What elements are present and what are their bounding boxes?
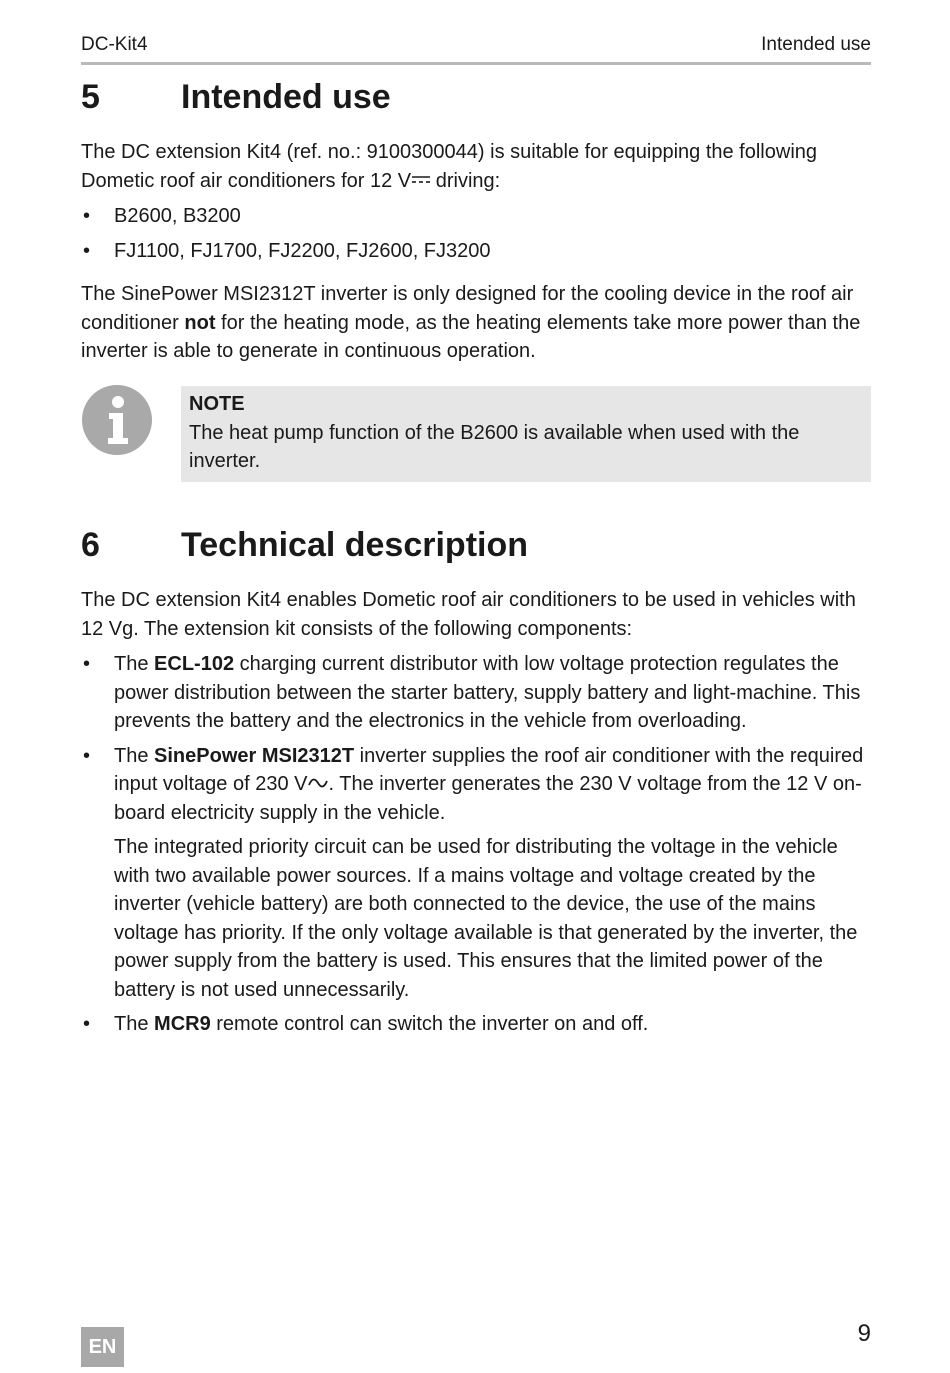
list-item-text: The <box>114 1013 155 1035</box>
list-item-text: FJ1100, FJ1700, FJ2200, FJ2600, FJ3200 <box>114 239 491 262</box>
emphasis-not: not <box>184 311 216 334</box>
list-item-text: inverter supplies the roof air conditioner with the required input voltage of 230 V <box>114 744 864 795</box>
list-item <box>81 237 871 266</box>
list-item-text: The <box>114 653 155 675</box>
header-product-name: DC-Kit4 <box>81 34 148 55</box>
section-6-intro: The DC extension Kit4 enables Dometic roof air conditioners to be used in vehicles with 12 Vg. The extension kit consists of the following components: <box>81 589 856 640</box>
section-5-number: 5 <box>81 78 100 116</box>
list-item-text: B2600, B3200 <box>114 205 241 227</box>
manual-page <box>81 0 871 1373</box>
list-item-ecl-102 <box>81 650 871 736</box>
paragraph-text: for the heating mode, as the heating elements take more power than the inverter is able to generate in continuous operation. <box>81 311 861 362</box>
section-6-title: Technical description <box>181 526 529 564</box>
list-item-mcr9 <box>81 1010 871 1039</box>
intro-text-end: driving: <box>430 169 501 192</box>
list-item-text: charging current distributor with low voltage protection regulates the power distribution between the starter battery, supply battery and light-machine. This prevents the battery and the electronics in the vehicle from overloading. <box>114 653 861 732</box>
section-5-intro <box>81 138 871 195</box>
running-header <box>81 32 871 65</box>
bullet-icon: • <box>83 653 91 675</box>
component-list <box>81 650 871 1045</box>
bullet-icon: • <box>83 239 91 262</box>
note-box <box>181 386 871 482</box>
intro-text-start: The DC extension Kit4 (ref. no.: 9100300044) is suitable for equipping the following Dometic roof air conditioners for 12 V <box>81 141 818 192</box>
info-icon <box>81 384 153 456</box>
note-label: NOTE <box>189 393 245 415</box>
list-item-text: remote control can switch the inverter on and off. <box>210 1013 649 1035</box>
header-chapter-name: Intended use <box>761 34 871 55</box>
section-6-number: 6 <box>81 526 100 564</box>
dc-voltage-icon <box>412 175 430 185</box>
bullet-icon: • <box>83 744 91 767</box>
paragraph-text: The SinePower MSI2312T inverter is only designed for the cooling device in the roof air conditioner <box>81 283 854 334</box>
language-badge: EN <box>81 1327 124 1367</box>
page-number: 9 <box>857 1320 871 1347</box>
component-name: ECL-102 <box>154 653 235 675</box>
component-name: SinePower MSI2312T <box>154 744 355 767</box>
bullet-icon: • <box>83 205 91 227</box>
list-item-text: . The inverter generates the 230 V voltage from the 12 V on-board electricity supply in the vehicle. <box>114 773 862 824</box>
component-name: MCR9 <box>154 1013 211 1035</box>
priority-circuit-paragraph: The integrated priority circuit can be used for distributing the voltage in the vehicle with two available power sources. If a mains voltage and voltage created by the inverter (vehicle battery) are both connected to the device, the use of the mains voltage has priority. If the only voltage available is that generated by the inverter, the power supply from the battery is used. This ensures that the limited power of the battery is not used unnecessarily. <box>114 836 858 1001</box>
list-item <box>81 202 871 231</box>
bullet-icon: • <box>83 1013 91 1035</box>
section-5-title: Intended use <box>181 78 391 116</box>
note-text: The heat pump function of the B2600 is available when used with the inverter. <box>189 421 800 472</box>
section-5-inverter-paragraph <box>81 280 871 366</box>
list-item-text: The <box>114 744 155 767</box>
model-list <box>81 202 871 271</box>
ac-voltage-icon <box>308 777 328 789</box>
list-item-sinepower <box>81 742 871 1005</box>
